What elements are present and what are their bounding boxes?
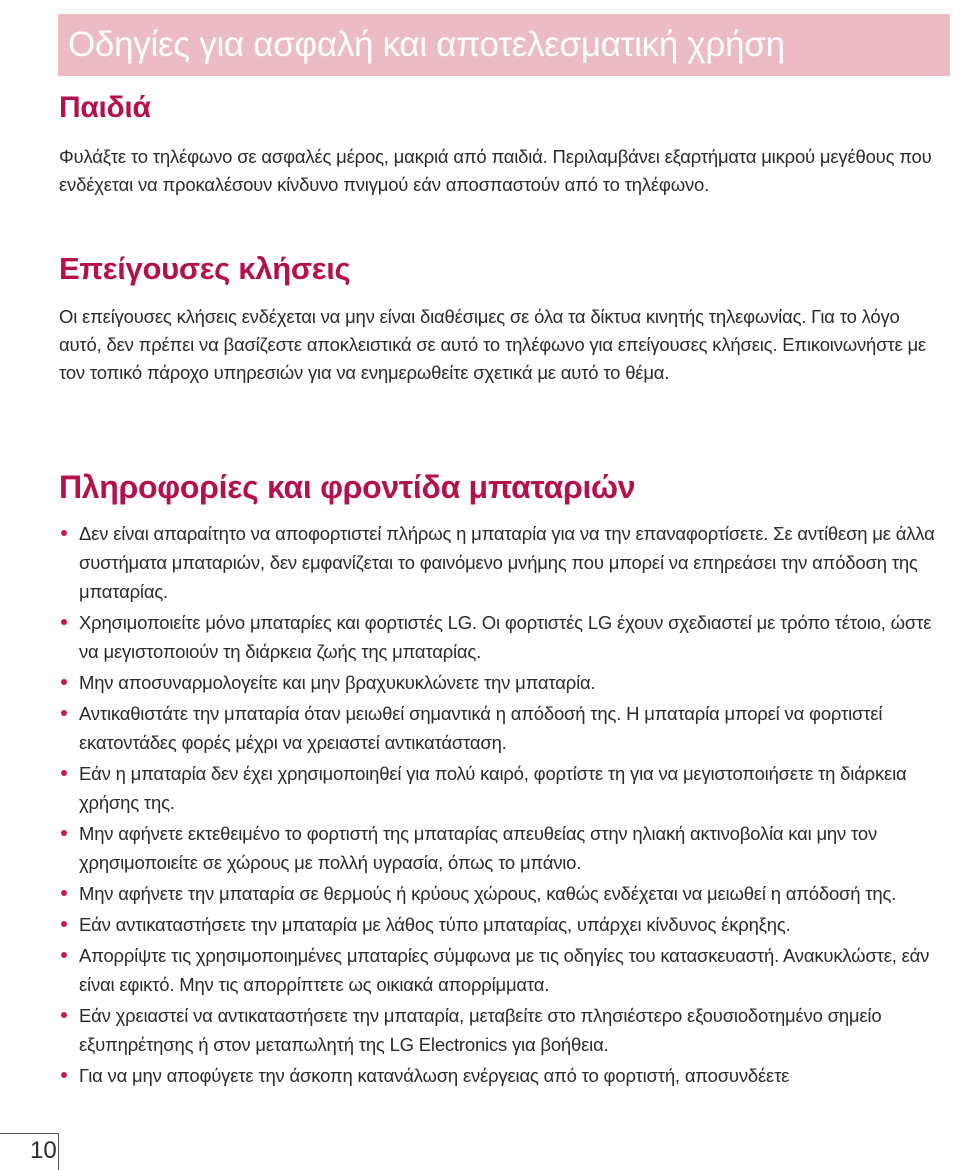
list-item [59,699,949,757]
children-paragraph: Φυλάξτε το τηλέφωνο σε ασφαλές μέρος, μακριά από παιδιά. Περιλαμβάνει εξαρτήματα μικρού μεγέθους που ενδέχεται να προκαλέσουν κίνδυνο πνιγμού εάν αποσπαστούν από το τηλέφωνο. [59,146,932,195]
bullet-icon [61,619,67,625]
list-item [59,910,949,939]
list-item [59,608,949,666]
emergency-calls-paragraph: Οι επείγουσες κλήσεις ενδέχεται να μην είναι διαθέσιμες σε όλα τα δίκτυα κινητής τηλεφωνίας. Για το λόγο αυτό, δεν πρέπει να βασίζεστε αποκλειστικά σε αυτό το τηλέφωνο για επείγουσες κλήσεις. Επικοινωνήστε με τον τοπικό πάροχο υπηρεσιών για να ενημερωθείτε σχετικά με αυτό το θέμα. [59,306,926,383]
list-item-text: Εάν χρειαστεί να αντικαταστήσετε την μπαταρία, μεταβείτε στο πλησιέστερο εξουσιοδοτημένο σημείο εξυπηρέτησης ή στον μεταπωλητή της LG Electronics για βοήθεια. [79,1005,882,1055]
list-item-text: Εάν η μπαταρία δεν έχει χρησιμοποιηθεί για πολύ καιρό, φορτίστε τη για να μεγιστοποιήσετε τη διάρκεια χρήσης της. [79,763,907,813]
list-item [59,1001,949,1059]
bullet-icon [61,830,67,836]
list-item-text: Δεν είναι απαραίτητο να αποφορτιστεί πλήρως η μπαταρία για να την επαναφορτίσετε. Σε αντίθεση με άλλα συστήματα μπαταριών, δεν εμφανίζεται το φαινόμενο μνήμης που μπορεί να επηρεάσει την απόδοση της μπαταρίας. [79,523,935,602]
title-banner [58,14,950,76]
bullet-icon [61,1072,67,1078]
page-number-divider [0,1133,58,1134]
bullet-icon [61,890,67,896]
list-item [59,668,949,697]
list-item-text: Απορρίψτε τις χρησιμοποιημένες μπαταρίες σύμφωνα με τις οδηγίες του κατασκευαστή. Ανακυκλώστε, εάν είναι εφικτό. Μην τις απορρίπτετε ως οικιακά απορρίμματα. [79,945,930,995]
list-item-text: Μην αφήνετε την μπαταρία σε θερμούς ή κρύους χώρους, καθώς ενδέχεται να μειωθεί η απόδοσή της. [79,883,897,904]
page-number: 10 [30,1137,57,1164]
list-item-text: Μην αποσυναρμολογείτε και μην βραχυκυκλώνετε την μπαταρία. [79,672,596,693]
list-item [59,519,949,606]
bullet-icon [61,679,67,685]
list-item-text: Μην αφήνετε εκτεθειμένο το φορτιστή της μπαταρίας απευθείας στην ηλιακή ακτινοβολία και μην τον χρησιμοποιείτε σε χώρους με πολλή υγρασία, όπως το μπάνιο. [79,823,877,873]
list-item [59,879,949,908]
page-number-vertical-divider [58,1133,59,1170]
bullet-icon [61,710,67,716]
bullet-icon [61,921,67,927]
section-heading-battery-care: Πληροφορίες και φροντίδα μπαταριών [59,469,636,505]
list-item [59,819,949,877]
bullet-icon [61,1012,67,1018]
list-item-text: Εάν αντικαταστήσετε την μπαταρία με λάθος τύπο μπαταρίας, υπάρχει κίνδυνος έκρηξης. [79,914,791,935]
bullet-icon [61,952,67,958]
page-title: Οδηγίες για ασφαλή και αποτελεσματική χρήση [68,25,785,64]
bullet-icon [61,530,67,536]
list-item-text: Αντικαθιστάτε την μπαταρία όταν μειωθεί σημαντικά η απόδοσή της. Η μπαταρία μπορεί να φορτιστεί εκατοντάδες φορές μέχρι να χρειαστεί αντικατάσταση. [79,703,883,753]
section-heading-children: Παιδιά [59,91,151,124]
bullet-icon [61,770,67,776]
list-item-text: Για να μην αποφύγετε την άσκοπη κατανάλωση ενέργειας από το φορτιστή, αποσυνδέετε [79,1065,790,1086]
list-item [59,1061,949,1090]
battery-care-list [59,519,949,1092]
list-item [59,759,949,817]
list-item [59,941,949,999]
list-item-text: Χρησιμοποιείτε μόνο μπαταρίες και φορτιστές LG. Οι φορτιστές LG έχουν σχεδιαστεί με τρόπο τέτοιο, ώστε να μεγιστοποιούν τη διάρκεια ζωής της μπαταρίας. [79,612,932,662]
section-heading-emergency-calls: Επείγουσες κλήσεις [59,251,351,286]
